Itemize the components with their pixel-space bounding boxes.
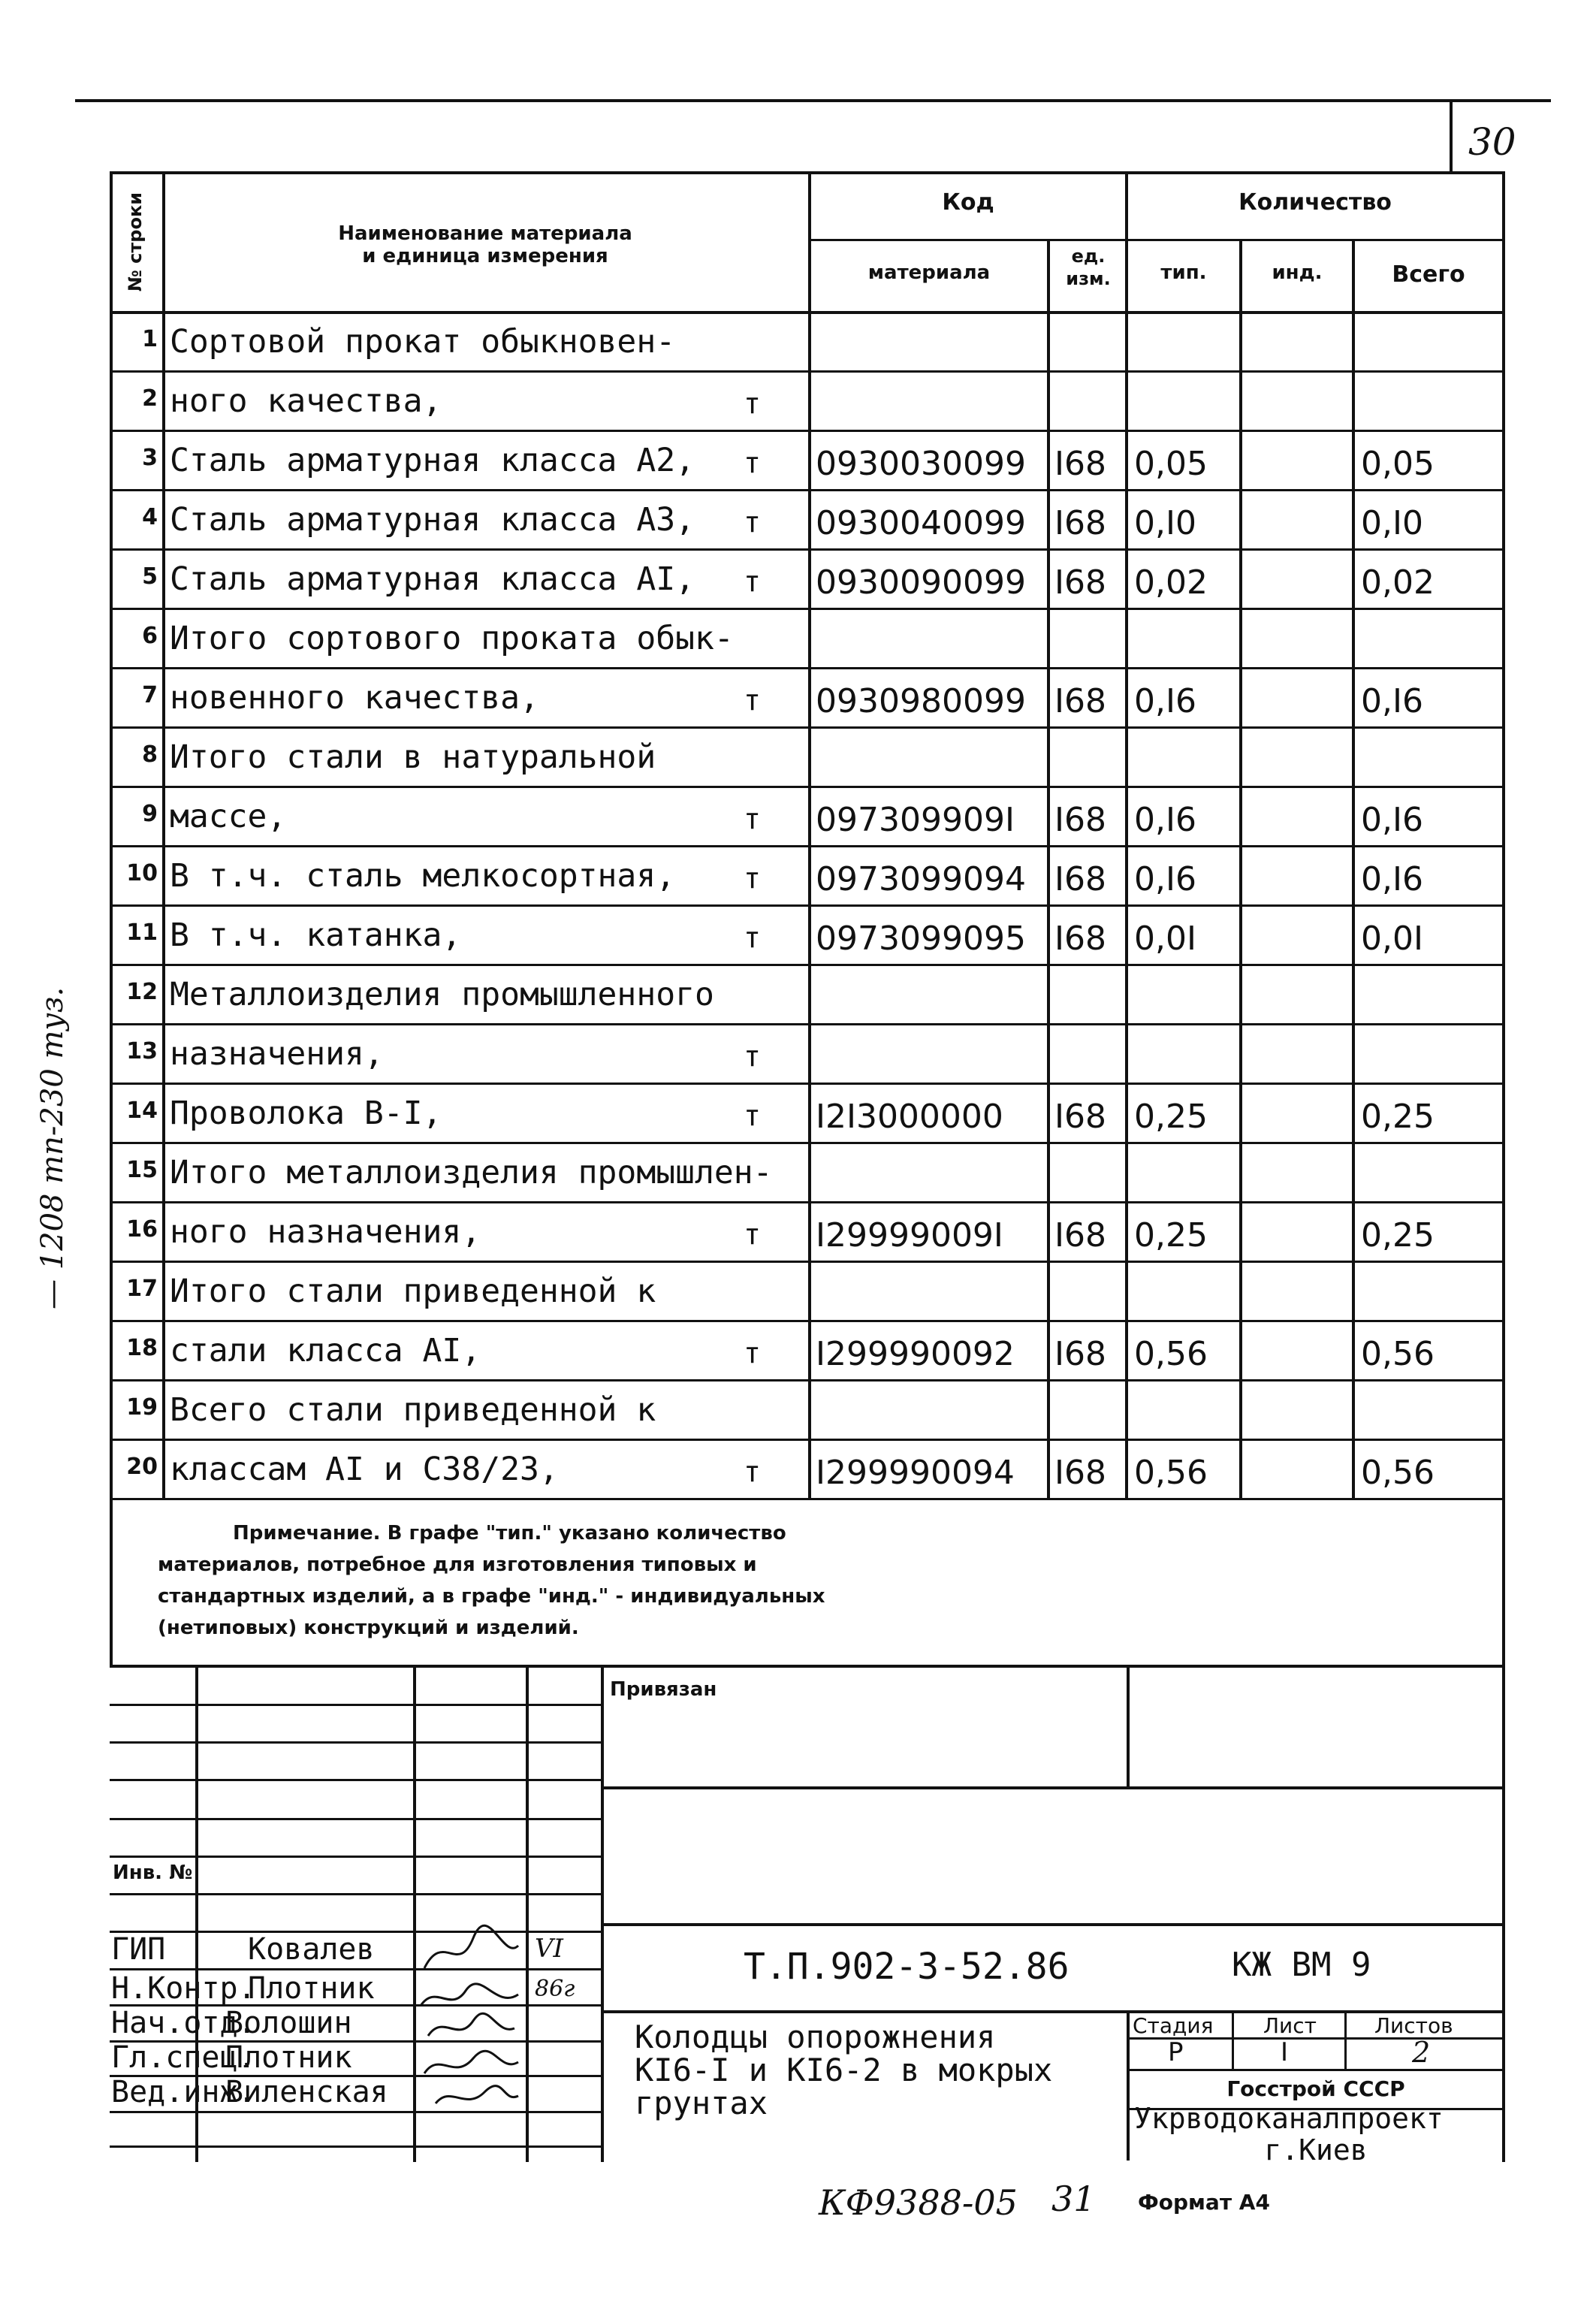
date-mark-1: VI <box>535 1934 563 1964</box>
row-unit: т <box>744 862 761 895</box>
row-qty-total: 0,25 <box>1361 1216 1435 1255</box>
header-code-unit: ед. изм. <box>1066 246 1111 289</box>
row-name: Сортовой прокат обыкновен- <box>170 323 676 361</box>
row-material-code: I2I3000000 <box>816 1098 1003 1136</box>
org-line-2: Укрводоканалпроект <box>1134 2102 1444 2135</box>
role-gip: ГИП <box>111 1932 166 1967</box>
row-divider <box>110 1201 1505 1203</box>
row-material-code: I299990094 <box>816 1454 1015 1492</box>
sheet-label: Лист <box>1263 2013 1317 2038</box>
row-material-code: 0930040099 <box>816 504 1026 542</box>
row-material-code: I299990092 <box>816 1335 1015 1373</box>
name-kovalev: Ковалев <box>248 1932 375 1967</box>
row-qty-typ: 0,I6 <box>1134 682 1196 720</box>
signature-plotnik-1 <box>421 1984 518 2006</box>
row-divider <box>110 845 1505 847</box>
row-qty-total: 0,0I <box>1361 919 1423 958</box>
row-number: 15 <box>126 1157 158 1183</box>
row-qty-typ: 0,56 <box>1134 1335 1208 1373</box>
row-divider <box>110 1439 1505 1441</box>
row-qty-total: 0,02 <box>1361 563 1435 602</box>
header-qty-total: Всего <box>1392 261 1465 288</box>
row-divider <box>110 786 1505 788</box>
header-qty-ind: инд. <box>1272 261 1323 284</box>
row-qty-typ: 0,25 <box>1134 1098 1208 1136</box>
row-number: 3 <box>142 445 158 471</box>
row-number: 5 <box>142 563 158 590</box>
row-material-code: 097309909I <box>816 801 1015 839</box>
row-number: 12 <box>126 979 158 1005</box>
row-qty-total: 0,I6 <box>1361 860 1423 898</box>
row-unit: т <box>744 506 761 539</box>
row-number: 11 <box>126 919 158 946</box>
row-name: В т.ч. сталь мелкосортная, <box>170 857 676 895</box>
sheet-value: I <box>1281 2037 1289 2067</box>
row-divider <box>110 370 1505 373</box>
row-qty-total: 0,I6 <box>1361 682 1423 720</box>
row-qty-total: 0,I6 <box>1361 801 1423 839</box>
row-unit-code: I68 <box>1054 801 1106 839</box>
date-mark-2: 86г <box>535 1976 575 2002</box>
stage-label: Стадия <box>1133 2013 1214 2038</box>
row-unit: т <box>744 1099 761 1132</box>
row-name: Итого стали приведенной к <box>170 1273 656 1310</box>
header-code-material: материала <box>867 261 991 284</box>
name-voloshin: Волошин <box>225 2006 352 2040</box>
row-number: 16 <box>126 1216 158 1243</box>
sheet-code: КЖ ВМ 9 <box>1232 1946 1371 1984</box>
row-name: Всего стали приведенной к <box>170 1391 656 1429</box>
row-material-code: 0973099094 <box>816 860 1026 898</box>
signature-voloshin <box>428 2013 514 2036</box>
format-label: Формат А4 <box>1138 2190 1270 2215</box>
row-unit-code: I68 <box>1054 860 1106 898</box>
row-name: стали класса АI, <box>170 1332 481 1369</box>
sheets-label: Листов <box>1374 2013 1453 2038</box>
name-vilenskaya: Виленская <box>225 2075 388 2109</box>
header-code: Код <box>942 189 994 216</box>
role-nach-otd: Нач.отд. <box>111 2006 256 2040</box>
row-divider <box>110 1379 1505 1381</box>
role-n-kontr: Н.Контр. <box>111 1971 256 2006</box>
header-qty-typ: тип. <box>1160 261 1207 284</box>
sheets-value: 2 <box>1412 2036 1431 2069</box>
row-unit: т <box>744 684 761 717</box>
name-plotnik-2: Плотник <box>225 2040 352 2075</box>
row-unit: т <box>744 1336 761 1369</box>
row-divider <box>110 608 1505 610</box>
row-name: Проволока В-I, <box>170 1095 442 1132</box>
row-divider <box>110 489 1505 491</box>
row-qty-typ: 0,0I <box>1134 919 1196 958</box>
row-number: 2 <box>142 385 158 412</box>
row-unit: т <box>744 446 761 479</box>
row-number: 13 <box>126 1038 158 1064</box>
name-plotnik-1: Плотник <box>248 1971 375 2006</box>
row-number: 10 <box>126 860 158 886</box>
row-unit-code: I68 <box>1054 445 1106 483</box>
row-name: Итого сортового проката обык- <box>170 620 734 657</box>
row-number: 6 <box>142 623 158 649</box>
attached-label: Привязан <box>610 1678 717 1701</box>
row-material-code: 0930090099 <box>816 563 1026 602</box>
drawing-title: Колодцы опорожнения КI6-I и КI6-2 в мокрых грунтах <box>635 2019 1053 2121</box>
row-qty-total: 0,05 <box>1361 445 1435 483</box>
header-quantity: Количество <box>1238 189 1392 216</box>
row-divider <box>110 964 1505 966</box>
row-name: Сталь арматурная класса А2, <box>170 442 695 479</box>
row-qty-typ: 0,05 <box>1134 445 1208 483</box>
row-unit: т <box>744 802 761 835</box>
row-qty-typ: 0,I6 <box>1134 801 1196 839</box>
row-material-code: 0973099095 <box>816 919 1026 958</box>
row-unit-code: I68 <box>1054 682 1106 720</box>
role-gl-spec: Гл.спец. <box>111 2040 256 2075</box>
row-qty-typ: 0,02 <box>1134 563 1208 602</box>
row-unit-code: I68 <box>1054 1454 1106 1492</box>
row-name: новенного качества, <box>170 679 539 717</box>
header-row-number: № строки <box>125 192 146 292</box>
row-divider <box>110 1320 1505 1322</box>
row-name: ного качества, <box>170 382 442 420</box>
row-divider <box>110 1023 1505 1025</box>
row-name: Сталь арматурная класса А3, <box>170 501 695 539</box>
row-unit-code: I68 <box>1054 919 1106 958</box>
row-unit-code: I68 <box>1054 1335 1106 1373</box>
row-divider <box>110 1142 1505 1144</box>
signatures <box>413 1923 601 2118</box>
org-line-3: г.Киев <box>1264 2133 1368 2167</box>
row-qty-total: 0,56 <box>1361 1335 1435 1373</box>
row-qty-typ: 0,25 <box>1134 1216 1208 1255</box>
row-qty-total: 0,56 <box>1361 1454 1435 1492</box>
row-material-code: 0930980099 <box>816 682 1026 720</box>
signature-vilenskaya <box>436 2086 518 2103</box>
document-code: Т.П.902-3-52.86 <box>744 1946 1070 1988</box>
row-material-code: 0930030099 <box>816 445 1026 483</box>
row-divider <box>110 1083 1505 1085</box>
row-qty-total: 0,25 <box>1361 1098 1435 1136</box>
row-name: ного назначения, <box>170 1213 481 1251</box>
page-number: 30 <box>1468 120 1516 164</box>
archive-page: 31 <box>1051 2179 1096 2219</box>
row-name: Итого стали в натуральной <box>170 738 656 776</box>
row-name: Сталь арматурная класса АI, <box>170 560 695 598</box>
row-unit: т <box>744 1040 761 1073</box>
row-unit: т <box>744 565 761 598</box>
header-name: Наименование материала и единица измерения <box>338 222 632 267</box>
row-name: назначения, <box>170 1035 384 1073</box>
row-qty-typ: 0,56 <box>1134 1454 1208 1492</box>
row-material-code: I29999009I <box>816 1216 1003 1255</box>
row-name: Металлоизделия промышленного <box>170 976 714 1013</box>
row-divider <box>110 1498 1505 1500</box>
row-name: В т.ч. катанка, <box>170 916 462 954</box>
role-ved-inzh: Вед.инж. <box>111 2075 256 2109</box>
note: Примечание. В графе "тип." указано количество материалов, потребное для изготовления типовых и стандартных изделий, а в графе "инд." - индивидуальных (нетиповых) конструкций и изделий. <box>158 1522 825 1639</box>
row-unit: т <box>744 921 761 954</box>
row-number: 7 <box>142 682 158 708</box>
inventory-number-label: Инв. № <box>113 1862 193 1884</box>
row-name: классам АI и С38/23, <box>170 1451 559 1488</box>
row-number: 17 <box>126 1276 158 1302</box>
row-qty-typ: 0,I6 <box>1134 860 1196 898</box>
row-number: 4 <box>142 504 158 530</box>
row-divider <box>110 1261 1505 1263</box>
row-unit: т <box>744 1218 761 1251</box>
signature-plotnik-2 <box>424 2051 518 2073</box>
row-number: 1 <box>142 326 158 352</box>
row-name: массе, <box>170 798 287 835</box>
row-unit-code: I68 <box>1054 504 1106 542</box>
signature-kovalev <box>424 1925 518 1968</box>
row-unit-code: I68 <box>1054 1098 1106 1136</box>
row-name: Итого металлоизделия промышлен- <box>170 1154 773 1191</box>
row-qty-total: 0,I0 <box>1361 504 1423 542</box>
row-number: 18 <box>126 1335 158 1361</box>
row-number: 19 <box>126 1394 158 1421</box>
archive-code: КФ9388-05 <box>819 2182 1018 2223</box>
row-divider <box>110 726 1505 729</box>
row-number: 9 <box>142 801 158 827</box>
row-qty-typ: 0,I0 <box>1134 504 1196 542</box>
row-unit: т <box>744 1455 761 1488</box>
row-divider <box>110 904 1505 907</box>
row-divider <box>110 548 1505 551</box>
row-divider <box>110 667 1505 669</box>
row-number: 8 <box>142 741 158 768</box>
org-line-1: Госстрой СССР <box>1226 2076 1405 2101</box>
row-number: 14 <box>126 1098 158 1124</box>
row-number: 20 <box>126 1454 158 1480</box>
row-unit: т <box>744 387 761 420</box>
margin-mark: — 1208 тп-230 туз. <box>35 986 70 1309</box>
row-unit-code: I68 <box>1054 1216 1106 1255</box>
row-unit-code: I68 <box>1054 563 1106 602</box>
stage-value: Р <box>1168 2037 1184 2067</box>
row-divider <box>110 430 1505 432</box>
